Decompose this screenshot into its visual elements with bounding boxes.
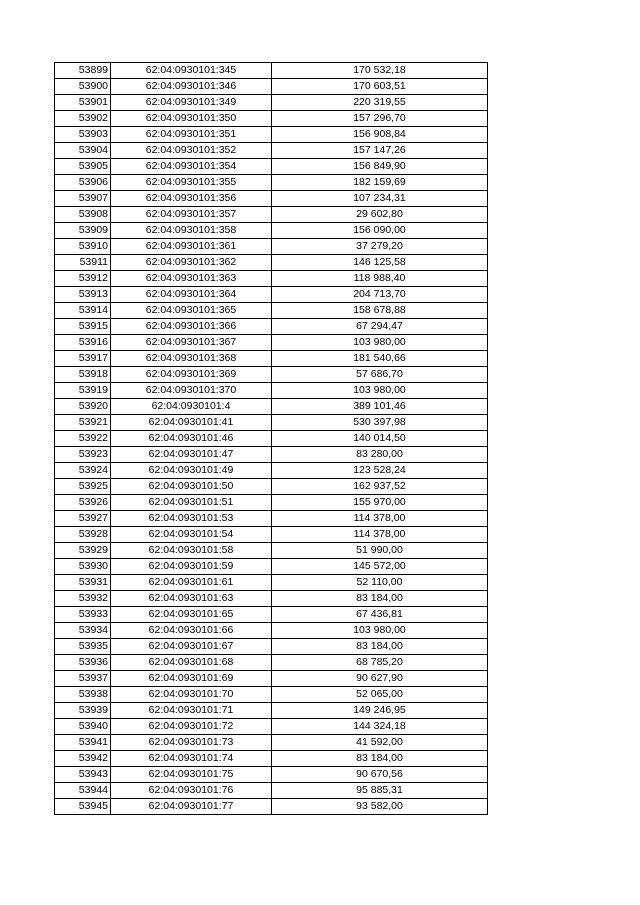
cadastral-number: 62:04:0930101:4 (111, 399, 272, 415)
table-row (55, 495, 488, 511)
row-number: 53915 (55, 319, 111, 335)
cadastral-number: 62:04:0930101:352 (111, 143, 272, 159)
cadastral-number: 62:04:0930101:66 (111, 623, 272, 639)
row-number: 53939 (55, 703, 111, 719)
table-row (55, 143, 488, 159)
table-row (55, 655, 488, 671)
cadastral-value: 83 184,00 (272, 639, 488, 655)
cadastral-value: 68 785,20 (272, 655, 488, 671)
table-row (55, 767, 488, 783)
cadastral-number: 62:04:0930101:351 (111, 127, 272, 143)
cadastral-number: 62:04:0930101:365 (111, 303, 272, 319)
table-row (55, 111, 488, 127)
table-row (55, 207, 488, 223)
cadastral-value: 157 296,70 (272, 111, 488, 127)
table-row (55, 543, 488, 559)
row-number: 53907 (55, 191, 111, 207)
row-number: 53926 (55, 495, 111, 511)
cadastral-value: 145 572,00 (272, 559, 488, 575)
table-row (55, 527, 488, 543)
cadastral-number: 62:04:0930101:362 (111, 255, 272, 271)
cadastral-number: 62:04:0930101:364 (111, 287, 272, 303)
table-row (55, 127, 488, 143)
table-row (55, 239, 488, 255)
row-number: 53904 (55, 143, 111, 159)
row-number: 53906 (55, 175, 111, 191)
cadastral-value: 83 280,00 (272, 447, 488, 463)
row-number: 53931 (55, 575, 111, 591)
table-row (55, 735, 488, 751)
table-row (55, 191, 488, 207)
cadastral-value: 90 627,90 (272, 671, 488, 687)
row-number: 53929 (55, 543, 111, 559)
cadastral-number: 62:04:0930101:58 (111, 543, 272, 559)
cadastral-value: 67 436,81 (272, 607, 488, 623)
cadastral-value: 181 540,66 (272, 351, 488, 367)
cadastral-value: 107 234,31 (272, 191, 488, 207)
cadastral-number: 62:04:0930101:70 (111, 687, 272, 703)
row-number: 53942 (55, 751, 111, 767)
cadastral-value: 95 885,31 (272, 783, 488, 799)
table-row (55, 751, 488, 767)
cadastral-value: 41 592,00 (272, 735, 488, 751)
cadastral-value: 52 110,00 (272, 575, 488, 591)
row-number: 53905 (55, 159, 111, 175)
row-number: 53940 (55, 719, 111, 735)
table-row (55, 671, 488, 687)
row-number: 53936 (55, 655, 111, 671)
cadastral-value: 118 988,40 (272, 271, 488, 287)
cadastral-number: 62:04:0930101:74 (111, 751, 272, 767)
cadastral-value: 83 184,00 (272, 591, 488, 607)
cadastral-value: 170 603,51 (272, 79, 488, 95)
cadastral-value: 90 670,56 (272, 767, 488, 783)
cadastral-number: 62:04:0930101:67 (111, 639, 272, 655)
table-body (55, 63, 488, 815)
cadastral-number: 62:04:0930101:370 (111, 383, 272, 399)
cadastral-value: 149 246,95 (272, 703, 488, 719)
cadastral-number: 62:04:0930101:65 (111, 607, 272, 623)
cadastral-number: 62:04:0930101:51 (111, 495, 272, 511)
table-row (55, 479, 488, 495)
table-row (55, 463, 488, 479)
cadastral-number: 62:04:0930101:357 (111, 207, 272, 223)
cadastral-number: 62:04:0930101:76 (111, 783, 272, 799)
cadastral-number: 62:04:0930101:59 (111, 559, 272, 575)
cadastral-value: 182 159,69 (272, 175, 488, 191)
table-row (55, 447, 488, 463)
cadastral-number: 62:04:0930101:71 (111, 703, 272, 719)
table-row (55, 591, 488, 607)
cadastral-value: 123 528,24 (272, 463, 488, 479)
row-number: 53941 (55, 735, 111, 751)
cadastral-value: 155 970,00 (272, 495, 488, 511)
table-row (55, 159, 488, 175)
table-row (55, 511, 488, 527)
row-number: 53943 (55, 767, 111, 783)
table-row (55, 623, 488, 639)
cadastral-number: 62:04:0930101:369 (111, 367, 272, 383)
cadastral-number: 62:04:0930101:77 (111, 799, 272, 815)
row-number: 53918 (55, 367, 111, 383)
cadastral-number: 62:04:0930101:345 (111, 63, 272, 79)
cadastral-number: 62:04:0930101:366 (111, 319, 272, 335)
cadastral-number: 62:04:0930101:47 (111, 447, 272, 463)
row-number: 53935 (55, 639, 111, 655)
cadastral-number: 62:04:0930101:53 (111, 511, 272, 527)
table-row (55, 351, 488, 367)
table-row (55, 367, 488, 383)
row-number: 53925 (55, 479, 111, 495)
table-row (55, 303, 488, 319)
table-row (55, 383, 488, 399)
row-number: 53938 (55, 687, 111, 703)
cadastral-value: 220 319,55 (272, 95, 488, 111)
table-row (55, 223, 488, 239)
cadastral-value: 144 324,18 (272, 719, 488, 735)
row-number: 53934 (55, 623, 111, 639)
cadastral-number: 62:04:0930101:61 (111, 575, 272, 591)
row-number: 53911 (55, 255, 111, 271)
row-number: 53920 (55, 399, 111, 415)
cadastral-value: 83 184,00 (272, 751, 488, 767)
row-number: 53930 (55, 559, 111, 575)
table-row (55, 799, 488, 815)
table-row (55, 399, 488, 415)
cadastral-number: 62:04:0930101:354 (111, 159, 272, 175)
cadastral-number: 62:04:0930101:63 (111, 591, 272, 607)
cadastral-number: 62:04:0930101:46 (111, 431, 272, 447)
cadastral-number: 62:04:0930101:75 (111, 767, 272, 783)
table-row (55, 319, 488, 335)
row-number: 53913 (55, 287, 111, 303)
cadastral-value: 103 980,00 (272, 623, 488, 639)
cadastral-value: 162 937,52 (272, 479, 488, 495)
cadastral-value: 114 378,00 (272, 511, 488, 527)
table-row (55, 95, 488, 111)
table-row (55, 607, 488, 623)
table-row (55, 703, 488, 719)
cadastral-number: 62:04:0930101:368 (111, 351, 272, 367)
row-number: 53937 (55, 671, 111, 687)
cadastral-value: 37 279,20 (272, 239, 488, 255)
row-number: 53928 (55, 527, 111, 543)
table-row (55, 431, 488, 447)
cadastral-number: 62:04:0930101:349 (111, 95, 272, 111)
row-number: 53912 (55, 271, 111, 287)
cadastral-value: 140 014,50 (272, 431, 488, 447)
row-number: 53921 (55, 415, 111, 431)
cadastral-number: 62:04:0930101:350 (111, 111, 272, 127)
cadastral-value: 204 713,70 (272, 287, 488, 303)
table-row (55, 639, 488, 655)
row-number: 53923 (55, 447, 111, 463)
cadastral-value: 158 678,88 (272, 303, 488, 319)
cadastral-value-table (54, 62, 488, 815)
table-row (55, 287, 488, 303)
cadastral-value: 157 147,26 (272, 143, 488, 159)
cadastral-value: 51 990,00 (272, 543, 488, 559)
row-number: 53908 (55, 207, 111, 223)
cadastral-number: 62:04:0930101:49 (111, 463, 272, 479)
table-row (55, 719, 488, 735)
table-row (55, 575, 488, 591)
cadastral-value: 170 532,18 (272, 63, 488, 79)
row-number: 53919 (55, 383, 111, 399)
cadastral-number: 62:04:0930101:69 (111, 671, 272, 687)
table-row (55, 687, 488, 703)
table-row (55, 63, 488, 79)
cadastral-number: 62:04:0930101:73 (111, 735, 272, 751)
cadastral-value: 57 686,70 (272, 367, 488, 383)
row-number: 53933 (55, 607, 111, 623)
cadastral-value: 389 101,46 (272, 399, 488, 415)
cadastral-value: 29 602,80 (272, 207, 488, 223)
table-row (55, 783, 488, 799)
table-row (55, 271, 488, 287)
cadastral-number: 62:04:0930101:355 (111, 175, 272, 191)
cadastral-value: 156 090,00 (272, 223, 488, 239)
cadastral-value: 156 849,90 (272, 159, 488, 175)
cadastral-number: 62:04:0930101:361 (111, 239, 272, 255)
cadastral-value: 52 065,00 (272, 687, 488, 703)
row-number: 53945 (55, 799, 111, 815)
cadastral-number: 62:04:0930101:363 (111, 271, 272, 287)
table-row (55, 175, 488, 191)
cadastral-number: 62:04:0930101:358 (111, 223, 272, 239)
cadastral-value: 114 378,00 (272, 527, 488, 543)
cadastral-number: 62:04:0930101:41 (111, 415, 272, 431)
row-number: 53914 (55, 303, 111, 319)
row-number: 53932 (55, 591, 111, 607)
cadastral-value: 93 582,00 (272, 799, 488, 815)
table-row (55, 335, 488, 351)
cadastral-number: 62:04:0930101:72 (111, 719, 272, 735)
table-row (55, 79, 488, 95)
row-number: 53899 (55, 63, 111, 79)
cadastral-number: 62:04:0930101:68 (111, 655, 272, 671)
cadastral-number: 62:04:0930101:367 (111, 335, 272, 351)
row-number: 53927 (55, 511, 111, 527)
row-number: 53922 (55, 431, 111, 447)
row-number: 53910 (55, 239, 111, 255)
cadastral-value: 103 980,00 (272, 335, 488, 351)
cadastral-number: 62:04:0930101:346 (111, 79, 272, 95)
row-number: 53917 (55, 351, 111, 367)
cadastral-value: 146 125,58 (272, 255, 488, 271)
table-row (55, 559, 488, 575)
cadastral-value: 156 908,84 (272, 127, 488, 143)
table-row (55, 255, 488, 271)
row-number: 53901 (55, 95, 111, 111)
cadastral-number: 62:04:0930101:356 (111, 191, 272, 207)
row-number: 53902 (55, 111, 111, 127)
row-number: 53909 (55, 223, 111, 239)
cadastral-value: 530 397,98 (272, 415, 488, 431)
table-row (55, 415, 488, 431)
row-number: 53924 (55, 463, 111, 479)
cadastral-number: 62:04:0930101:50 (111, 479, 272, 495)
row-number: 53944 (55, 783, 111, 799)
cadastral-number: 62:04:0930101:54 (111, 527, 272, 543)
cadastral-value: 67 294,47 (272, 319, 488, 335)
row-number: 53916 (55, 335, 111, 351)
cadastral-value: 103 980,00 (272, 383, 488, 399)
row-number: 53903 (55, 127, 111, 143)
row-number: 53900 (55, 79, 111, 95)
